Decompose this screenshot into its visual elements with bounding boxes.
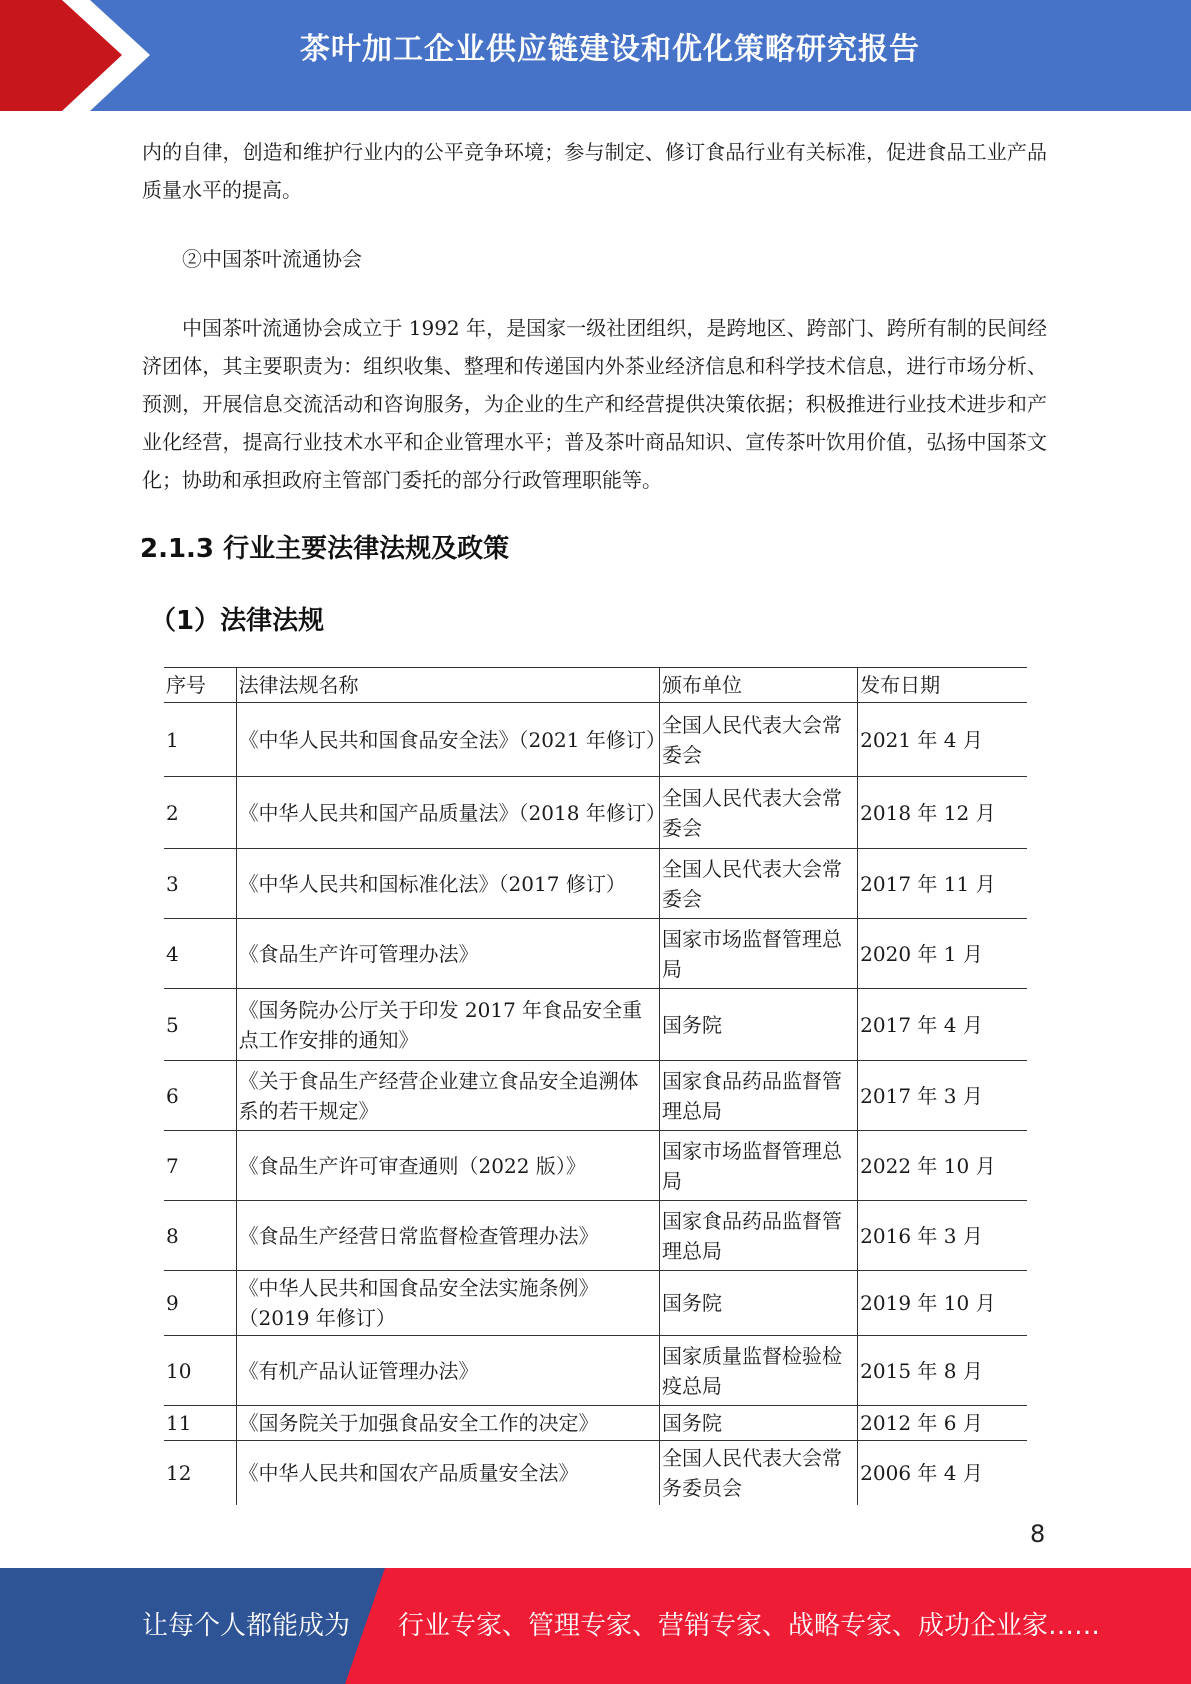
- cell-law-name: 《食品生产许可管理办法》: [236, 919, 659, 989]
- cell-index: 12: [164, 1441, 236, 1506]
- cell-issuer: 国务院: [659, 1271, 857, 1336]
- table-row: [164, 1131, 1027, 1201]
- table-row: [164, 849, 1027, 919]
- header-arrow-decoration: [0, 0, 150, 111]
- table-row: [164, 1406, 1027, 1441]
- page-number: 8: [1030, 1520, 1046, 1548]
- report-title: 茶叶加工企业供应链建设和优化策略研究报告: [300, 32, 920, 67]
- cell-law-name: 《中华人民共和国标准化法》（2017 修订）: [236, 849, 659, 919]
- cell-date: 2020 年 1 月: [858, 919, 1027, 989]
- table-row: [164, 1201, 1027, 1271]
- cell-date: 2017 年 3 月: [858, 1061, 1027, 1131]
- cell-law-name: 《有机产品认证管理办法》: [236, 1336, 659, 1406]
- cell-date: 2018 年 12 月: [858, 777, 1027, 849]
- cell-date: 2017 年 4 月: [858, 989, 1027, 1061]
- cell-law-name: 《国务院关于加强食品安全工作的决定》: [236, 1406, 659, 1441]
- cell-issuer: 国家食品药品监督管理总局: [659, 1201, 857, 1271]
- table-row: [164, 1271, 1027, 1336]
- cell-index: 5: [164, 989, 236, 1061]
- page-header: [0, 0, 1191, 111]
- cell-index: 4: [164, 919, 236, 989]
- cell-index: 7: [164, 1131, 236, 1201]
- cell-law-name: 《国务院办公厅关于印发 2017 年食品安全重点工作安排的通知》: [236, 989, 659, 1061]
- cell-law-name: 《关于食品生产经营企业建立食品安全追溯体系的若干规定》: [236, 1061, 659, 1131]
- cell-law-name: 《中华人民共和国食品安全法实施条例》（2019 年修订）: [236, 1271, 659, 1336]
- table-row: [164, 1061, 1027, 1131]
- table-header-row: [164, 668, 1027, 703]
- footer-slogan-left: 让每个人都能成为: [142, 1611, 351, 1641]
- cell-index: 10: [164, 1336, 236, 1406]
- cell-issuer: 全国人民代表大会常委会: [659, 777, 857, 849]
- paragraph-org-name: ②中国茶叶流通协会: [182, 247, 362, 271]
- cell-date: 2006 年 4 月: [858, 1441, 1027, 1506]
- header-cell-name: 法律法规名称: [236, 668, 659, 703]
- paragraph-tea-association: 中国茶叶流通协会成立于 1992 年，是国家一级社团组织，是跨地区、跨部门、跨所有制的民间经济团体，其主要职责为：组织收集、整理和传递国内外茶业经济信息和科学技术信息，进行市场分析、预测，开展信息交流活动和咨询服务，为企业的生产和经营提供决策依据；积极推进行业技术进步和产业化经营，提高行业技术水平和企业管理水平；普及茶叶商品知识、宣传茶叶饮用价值，弘扬中国茶文化；协助和承担政府主管部门委托的部分行政管理职能等。: [142, 316, 1047, 492]
- cell-date: 2012 年 6 月: [858, 1406, 1027, 1441]
- cell-issuer: 国家质量监督检验检疫总局: [659, 1336, 857, 1406]
- cell-index: 11: [164, 1406, 236, 1441]
- header-cell-index: 序号: [164, 668, 236, 703]
- cell-law-name: 《中华人民共和国食品安全法》（2021 年修订）: [236, 703, 659, 777]
- cell-issuer: 全国人民代表大会常委会: [659, 703, 857, 777]
- cell-index: 6: [164, 1061, 236, 1131]
- cell-issuer: 国家食品药品监督管理总局: [659, 1061, 857, 1131]
- table-row: [164, 703, 1027, 777]
- cell-issuer: 国家市场监督管理总局: [659, 1131, 857, 1201]
- table-row: [164, 1336, 1027, 1406]
- cell-index: 9: [164, 1271, 236, 1336]
- cell-issuer: 国务院: [659, 1406, 857, 1441]
- cell-date: 2015 年 8 月: [858, 1336, 1027, 1406]
- cell-date: 2019 年 10 月: [858, 1271, 1027, 1336]
- cell-issuer: 国家市场监督管理总局: [659, 919, 857, 989]
- cell-issuer: 全国人民代表大会常委会: [659, 849, 857, 919]
- table-row: [164, 919, 1027, 989]
- cell-index: 8: [164, 1201, 236, 1271]
- paragraph-association-duties: 内的自律，创造和维护行业内的公平竞争环境；参与制定、修订食品行业有关标准，促进食品工业产品质量水平的提高。: [142, 140, 1047, 202]
- page-footer: [0, 1568, 1191, 1684]
- laws-table: [164, 667, 1027, 1505]
- cell-date: 2021 年 4 月: [858, 703, 1027, 777]
- header-cell-date: 发布日期: [858, 668, 1027, 703]
- header-cell-issuer: 颁布单位: [659, 668, 857, 703]
- cell-index: 2: [164, 777, 236, 849]
- subsection-heading: （1）法律法规: [150, 606, 325, 636]
- cell-law-name: 《中华人民共和国农产品质量安全法》: [236, 1441, 659, 1506]
- cell-date: 2017 年 11 月: [858, 849, 1027, 919]
- cell-law-name: 《食品生产许可审查通则（2022 版）》: [236, 1131, 659, 1201]
- cell-issuer: 国务院: [659, 989, 857, 1061]
- table-row: [164, 1441, 1027, 1506]
- footer-slogan-right: 行业专家、管理专家、营销专家、战略专家、成功企业家……: [398, 1611, 1101, 1641]
- cell-law-name: 《食品生产经营日常监督检查管理办法》: [236, 1201, 659, 1271]
- cell-issuer: 全国人民代表大会常务委员会: [659, 1441, 857, 1506]
- table-row: [164, 989, 1027, 1061]
- cell-index: 1: [164, 703, 236, 777]
- cell-index: 3: [164, 849, 236, 919]
- cell-law-name: 《中华人民共和国产品质量法》（2018 年修订）: [236, 777, 659, 849]
- cell-date: 2022 年 10 月: [858, 1131, 1027, 1201]
- cell-date: 2016 年 3 月: [858, 1201, 1027, 1271]
- section-heading: 2.1.3 行业主要法律法规及政策: [140, 534, 510, 564]
- table-row: [164, 777, 1027, 849]
